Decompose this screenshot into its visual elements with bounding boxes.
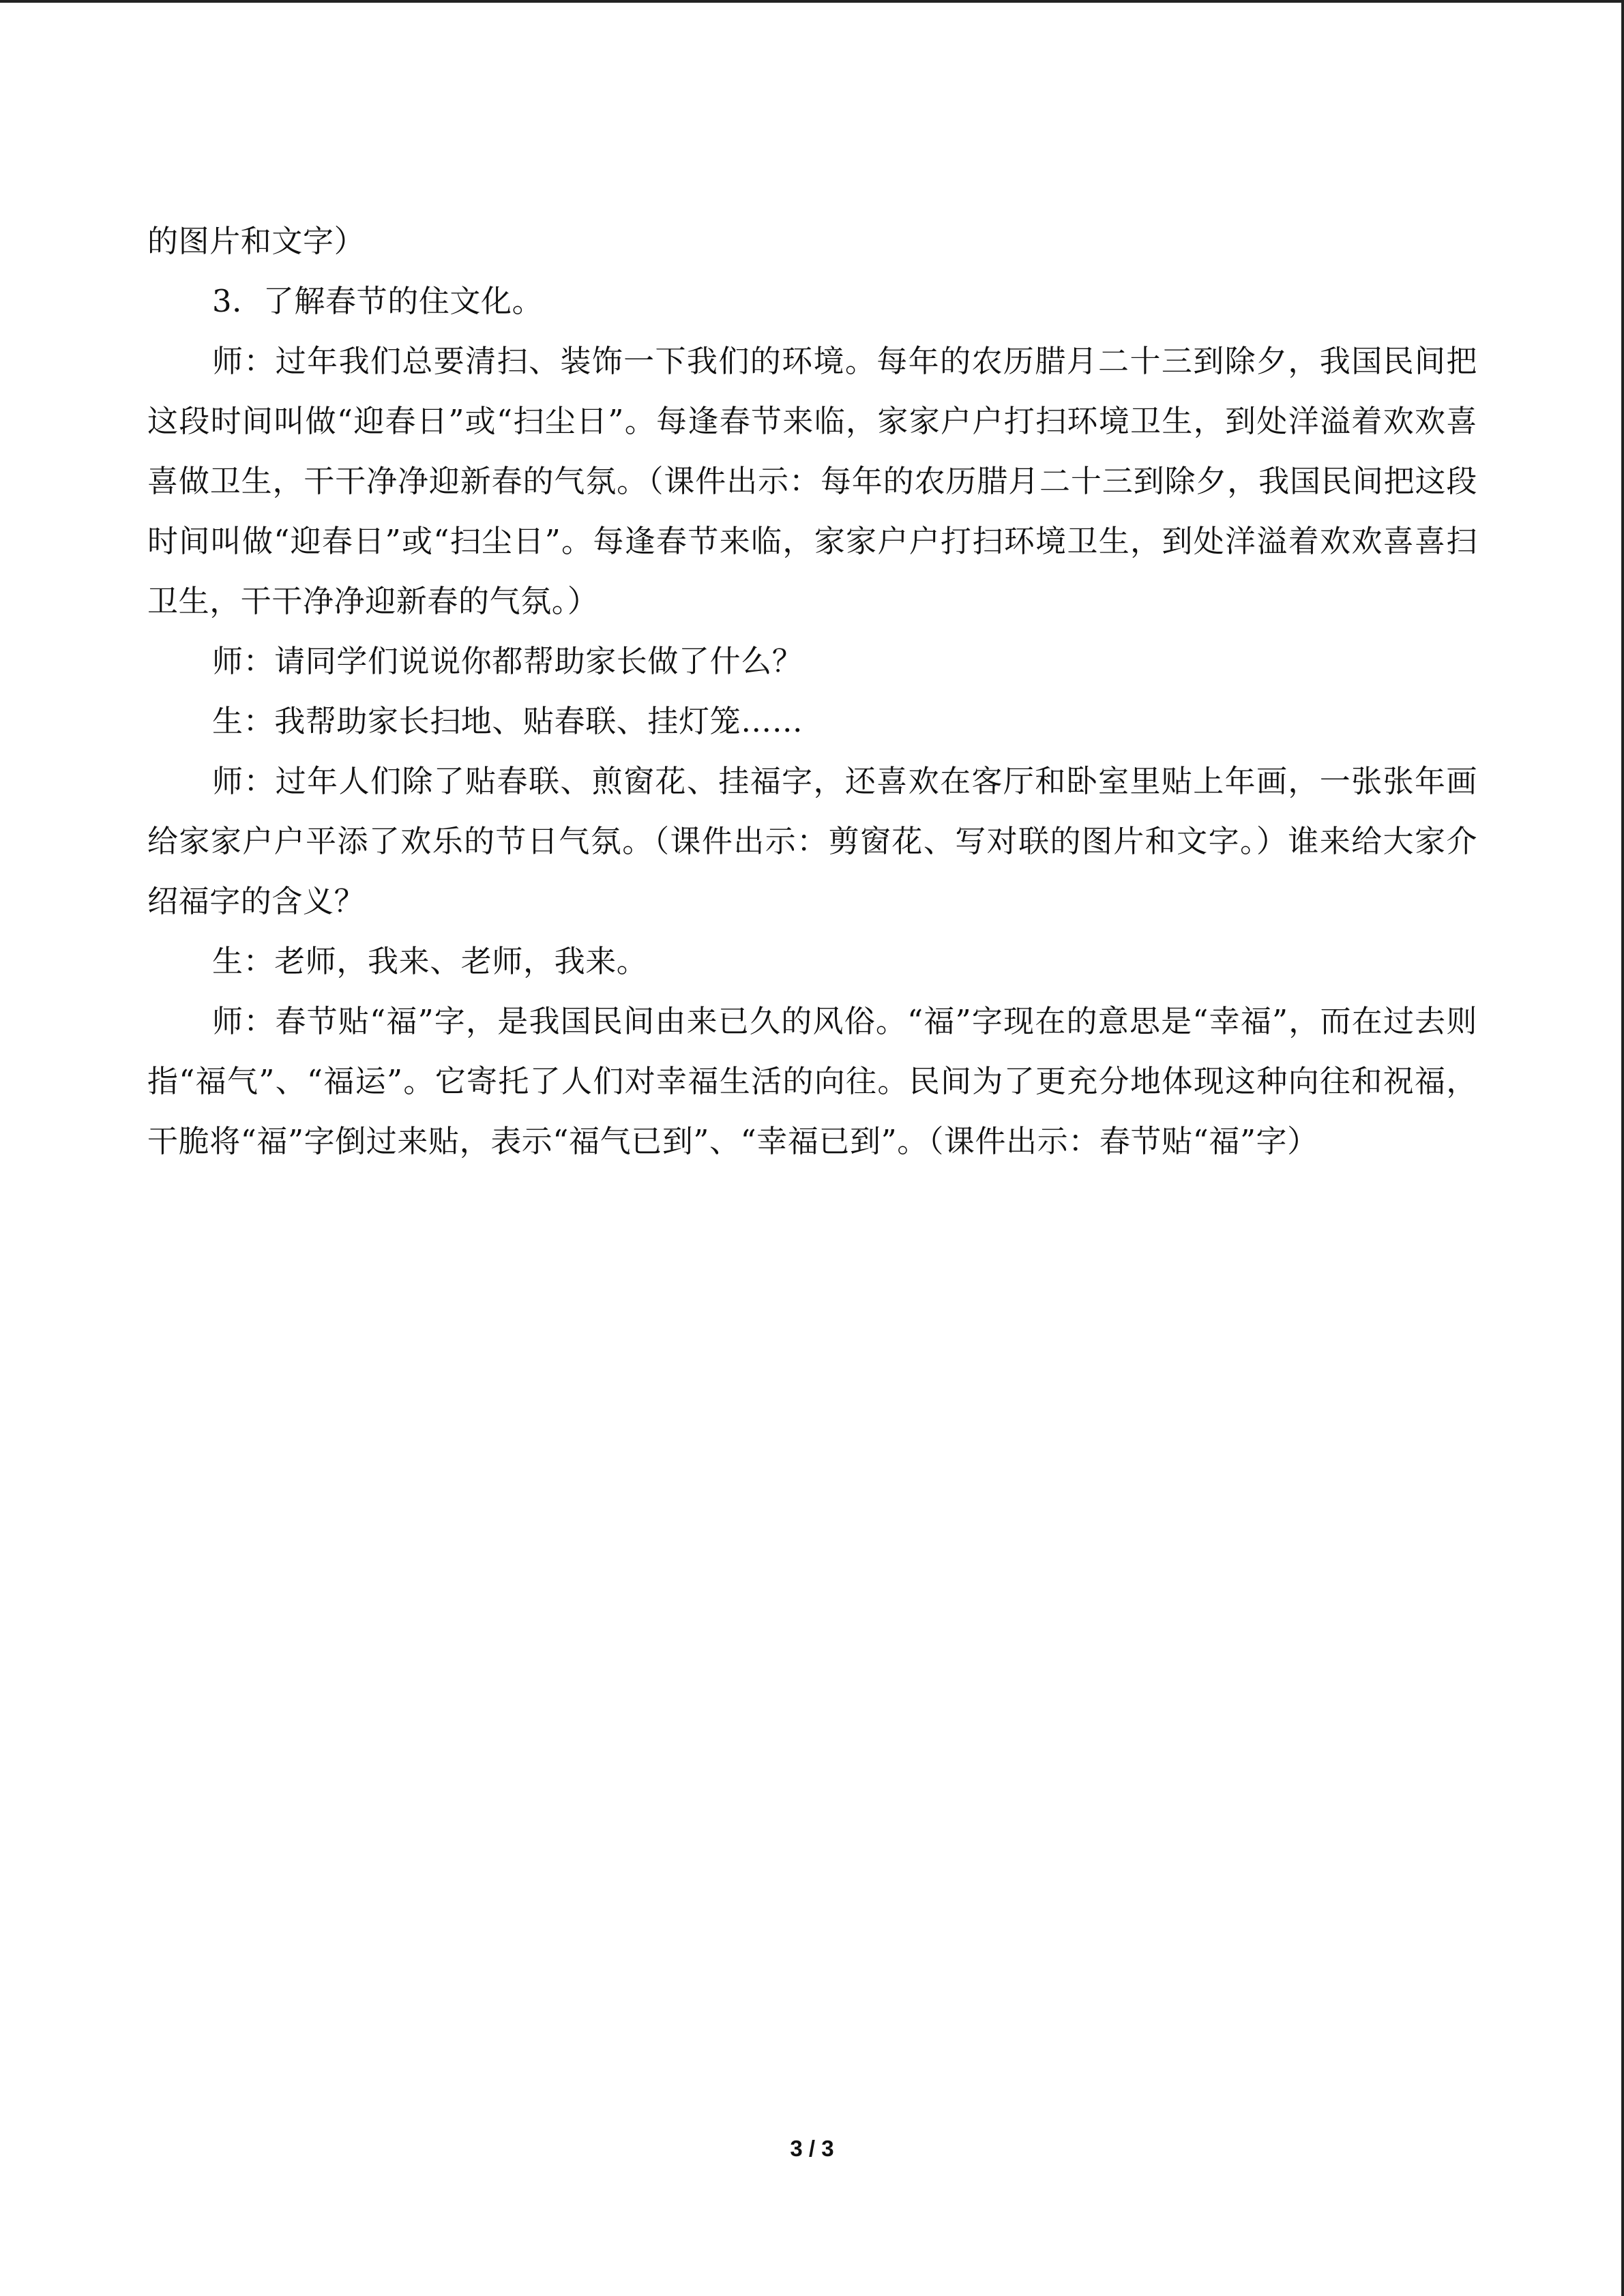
document-body — [147, 211, 1477, 1172]
paragraph-student-answer: 生：我帮助家长扫地、贴春联、挂灯笼…… — [212, 703, 803, 739]
paragraph-continuation: 的图片和文字） — [147, 223, 366, 259]
page-number: 3 / 3 — [790, 2136, 834, 2161]
paragraph-student-volunteer: 生：老师，我来、老师，我来。 — [212, 943, 648, 979]
paragraph-teacher-new-year-pictures: 师：过年人们除了贴春联、煎窗花、挂福字，还喜欢在客厅和卧室里贴上年画，一张张年画给家家户户平添了欢乐的节日气氛。（课件出示：剪窗花、写对联的图片和文字。）谁来给大家介绍福字的含义？ — [147, 763, 1477, 919]
section-heading: 3．了解春节的住文化。 — [212, 283, 544, 319]
paragraph-teacher-cleaning: 师：过年我们总要清扫、装饰一下我们的环境。每年的农历腊月二十三到除夕，我国民间把这段时间叫做“迎春日”或“扫尘日”。每逢春节来临，家家户户打扫环境卫生，到处洋溢着欢欢喜喜做卫生，干干净净迎新春的气氛。（课件出示：每年的农历腊月二十三到除夕，我国民间把这段时间叫做“迎春日”或“扫尘日”。每逢春节来临，家家户户打扫环境卫生，到处洋溢着欢欢喜喜扫卫生，干干净净迎新春的气氛。） — [147, 343, 1477, 619]
paragraph-teacher-question: 师：请同学们说说你都帮助家长做了什么？ — [212, 643, 803, 679]
paragraph-teacher-fu-character: 师：春节贴“福”字，是我国民间由来已久的风俗。“福”字现在的意思是“幸福”，而在过去则指“福气”、“福运”。它寄托了人们对幸福生活的向往。民间为了更充分地体现这种向往和祝福，干脆将“福”字倒过来贴，表示“福气已到”、“幸福已到”。（课件出示：春节贴“福”字） — [147, 1003, 1477, 1159]
